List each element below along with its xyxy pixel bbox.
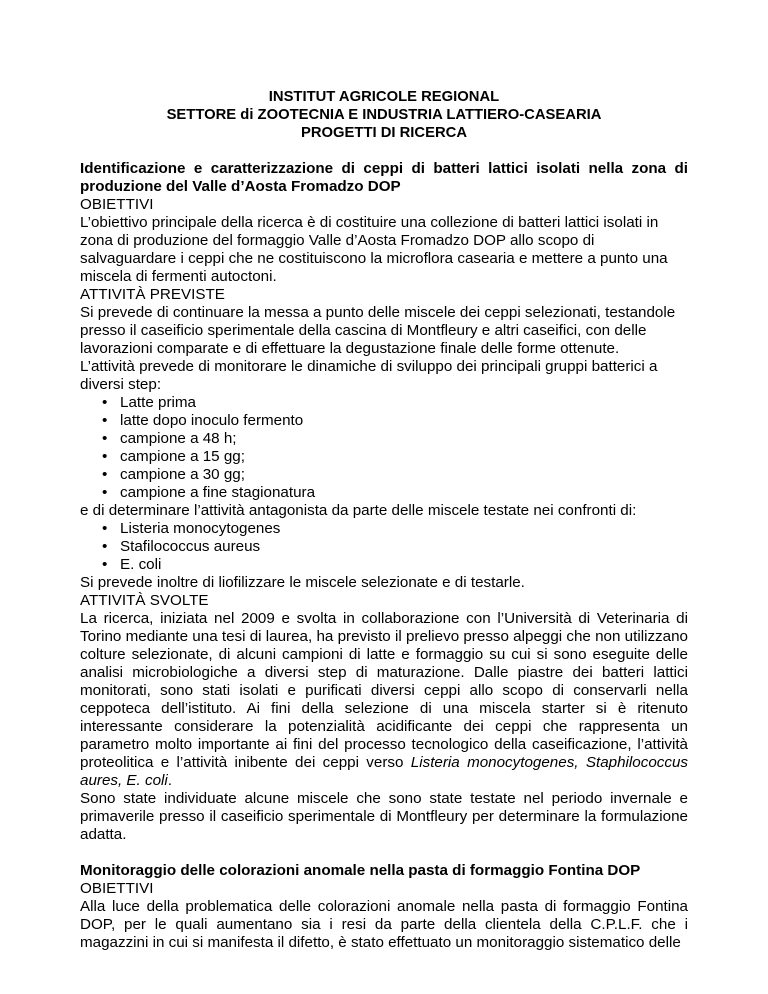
list-item: • campione a 30 gg; [80,466,688,484]
project1-obiettivi-heading: OBIETTIVI [80,196,154,213]
project1-svolte-heading: ATTIVITÀ SVOLTE [80,592,209,609]
list-item: • latte dopo inoculo fermento [80,412,688,430]
lyophilize-text: Si prevede inoltre di liofilizzare le miscele selezionate e di testarle. [80,574,525,591]
list-item: • campione a 48 h; [80,430,688,448]
institution-name: INSTITUT AGRICOLE REGIONAL [268,89,500,105]
project1-miscele-text: Sono state individuate alcune miscele che sono state testate nel periodo invernale e primaverile presso il caseificio sperimentale di Montfleury per determinare la formulazione adatta. [80,790,688,843]
project2-obiettivi-heading: OBIETTIVI [80,880,154,897]
svolte-body: La ricerca, iniziata nel 2009 e svolta in collaborazione con l’Università di Veterinaria di Torino mediante una tesi di laurea, ha previsto il prelievo presso alpeggi che non utilizzano colture selezionate, di alcuni campioni di latte e formaggio su cui si sono eseguite delle analisi microbiologiche a diversi step di maturazione. Dalle piastre dei batteri lattici monitorati, sono stati isolati e purificati diversi ceppi allo scopo di conservarli nella ceppoteca dell’istituto. Ai fini della selezione di una miscela starter si è ritenuto interessante considerare la potenzialità acidificante dei ceppi che rappresenta un parametro molto importante ai fini del processo tecnologico della caseificazione, l’attività proteolitica e l’attività inibente dei ceppi verso [80,610,688,771]
list-item: • Listeria monocytogenes [80,520,688,538]
project2-title: Monitoraggio delle colorazioni anomale nella pasta di formaggio Fontina DOP [80,862,641,879]
document-page [80,88,688,952]
svolte-organisms-italic: Listeria monocytogenes, Staphilococcus aures, E. coli [80,754,688,789]
list-item: • campione a 15 gg; [80,448,688,466]
spacer [80,844,688,862]
department-name: SETTORE di ZOOTECNIA E INDUSTRIA LATTIERO-CASEARIA [166,107,602,123]
project2-obiettivi-text: Alla luce della problematica delle colorazioni anomale nella pasta di formaggio Fontina DOP, per le quali aumentano sia i resi da parte della clientela della C.P.L.F. che i magazzini in cui si manifesta il difetto, è stato effettuato un monitoraggio sistematico delle [80,898,688,951]
list-item: • Latte prima [80,394,688,412]
project1-previste-text: Si prevede di continuare la messa a punto delle miscele dei ceppi selezionati, testandole presso il caseificio sperimentale della cascina di Montfleury e altri caseifici, con delle lavorazioni comparate e di effettuare la degustazione finale delle forme ottenute. [80,304,676,357]
project1-previste-heading: ATTIVITÀ PREVISTE [80,286,225,303]
svolte-end: . [167,772,173,789]
document-title: PROGETTI DI RICERCA [300,125,468,141]
list-item: • Stafilococcus aureus [80,538,688,556]
project1-title: Identificazione e caratterizzazione di ceppi di batteri lattici isolati nella zona di produzione del Valle d’Aosta Fromadzo DOP [80,160,688,195]
project1-svolte-text [80,610,688,790]
steps-list [80,394,688,502]
project1-obiettivi-text: L’obiettivo principale della ricerca è di costituire una collezione di batteri lattici isolati in zona di produzione del formaggio Valle d’Aosta Fromadzo DOP allo scopo di salvaguardare i ceppi che ne costituiscono la microflora casearia e mettere a punto una miscela di fermenti autoctoni. [80,214,668,285]
antagonist-intro: e di determinare l’attività antagonista da parte delle miscele testate nei confronti di: [80,502,637,519]
list-item: • campione a fine stagionatura [80,484,688,502]
project1-steps-intro: L’attività prevede di monitorare le dinamiche di sviluppo dei principali gruppi batterici a diversi step: [80,358,658,393]
spacer [80,142,688,160]
organisms-list [80,520,688,574]
list-item: • E. coli [80,556,688,574]
